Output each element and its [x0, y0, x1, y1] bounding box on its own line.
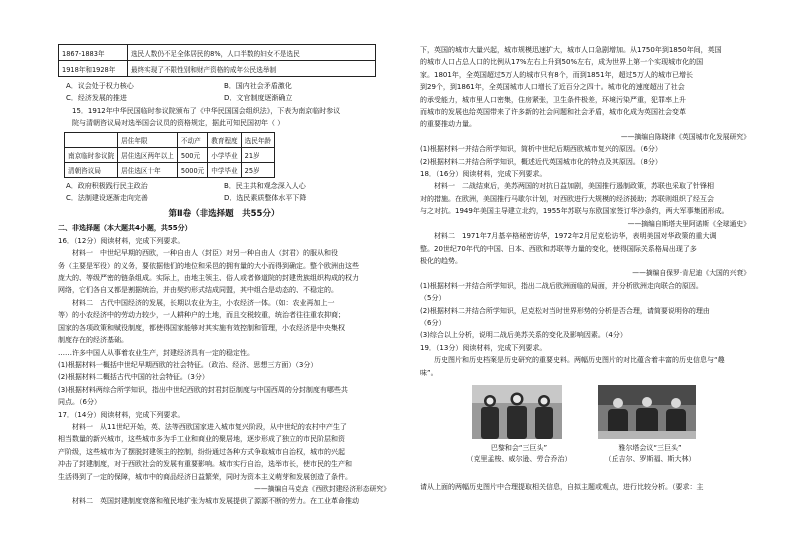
text-line: （6分） [420, 318, 446, 327]
q17-questions [420, 143, 750, 168]
source-citation: ——摘编自保罗·肯尼迪《大国的兴衰》 [632, 269, 750, 278]
text-line: 生活得到了一定的保障，城市中的商品经济日益繁荣，同时为资本主义萌芽和发展创造了条件。 [58, 472, 352, 481]
q15-options [58, 180, 390, 192]
table-header-row [65, 132, 275, 147]
paris-conference-photo [472, 385, 562, 439]
option-d: D．选民素质整体水平下降 [224, 194, 307, 203]
option-b: B．国内社会矛盾激化 [224, 82, 292, 90]
text-line: （5分） [420, 294, 446, 303]
table-cell: 25岁 [241, 162, 274, 177]
text-line: 整。20世纪70年代的中国、日本、西欧和苏联等力量的变化，使得国际关系格局出现了多 [420, 244, 697, 253]
question-prompt: 请从上面的两幅历史图片中合理提取相关信息，自拟主题或观点，进行比较分析。（要求：主 [420, 482, 704, 491]
right-column [420, 44, 750, 493]
text-line: 网络，它们各自又都是割据统治，并由契约形式结成同盟，其中组合是动态的、不稳定的。 [58, 286, 338, 295]
option-c: C．法制建设逐渐走向完善 [66, 194, 148, 203]
table-cell: 1918年和1928年 [59, 61, 128, 77]
table-header: 居住年限 [118, 132, 178, 147]
historical-photos [420, 385, 750, 481]
table-cell: 21岁 [241, 147, 274, 162]
question-15-stem: 15．1912年中华民国临时参议院颁布了《中华民国国会组织法》，下表为南京临时参议 [72, 106, 341, 115]
q14-options [58, 92, 390, 104]
text-line: 等）的小农经济中的劳动力较少，一人耕种户的土地，而且交税较重，统治者往往重农抑商； [58, 311, 345, 320]
text-line: 与之对抗。1949年美国主导建立北约，1955年苏联与东欧国家签订华沙条约，两大军事集团形成。 [420, 207, 729, 216]
text-line: 19．（13分）阅读材料，完成下列要求。 [420, 343, 547, 352]
text-line: 对的措施。在欧洲，美国推行马歇尔计划，对西欧进行大规模的经济援助；苏联则组织了经互会 [420, 194, 714, 203]
table-row [65, 147, 275, 162]
left-column [58, 44, 390, 508]
text-line: 的承受能力，城市里人口密集，住房紧张，卫生条件极差，环境污染严重，犯罪率上升 [420, 95, 686, 104]
text-line: (1)根据材料一概括中世纪早期西欧的社会特征。（政治、经济、思想三方面）（3分） [58, 360, 318, 369]
text-line: 制度存在的经济基础。 [58, 336, 128, 345]
q15-options [58, 192, 390, 204]
source-citation: ——摘编自马克垚《西欧封建经济形态研究》 [254, 484, 390, 493]
text-line: 到29个，到1861年，全英国城市人口增长了近百分之四十。城市化的速度超出了社会 [420, 83, 685, 92]
qualification-table [64, 132, 275, 178]
table-cell: 居住选区两年以上 [118, 147, 178, 162]
table-cell: 最终实现了不限性别和财产资格的成年公民选举制 [128, 61, 376, 77]
option-d: D．文官制度逐渐确立 [224, 94, 293, 103]
text-line: 材料一 中世纪早期的西欧，一种自由人（封臣）对另一种自由人（封君）的服从和役 [72, 249, 338, 258]
table-header: 教育程度 [208, 132, 241, 147]
text-line: 而城市的发展也给英国带来了许多新的社会问题和社会矛盾，城市化成为英国社会变革 [420, 108, 686, 117]
text-line: (3)根据材料两综合所学知识，指出中世纪西欧的封君封臣制度与中国西周的分封制度有哪些共 [58, 385, 348, 394]
table-cell: 小学毕业 [208, 147, 241, 162]
caption-title: 巴黎和会“三巨头” [490, 443, 548, 452]
photo-caption [580, 443, 720, 465]
text-line: 16．（12分）阅读材料，完成下列要求。 [58, 236, 185, 245]
text-line: 同点。（6分） [58, 398, 101, 407]
text-line: 的重要推动力量。 [420, 120, 476, 129]
q18-questions [420, 280, 750, 342]
text-line: (2)根据材料二并结合所学知识，尼克松对当时世界形势的分析是否合理，请简要说明你的理由 [420, 306, 710, 315]
question-15-stem: 院与清朝咨议局对选举国会议员的资格规定，据此可知民国初年（ ） [72, 119, 285, 128]
text-line: 极化的趋势。 [420, 256, 462, 265]
q18-material [420, 168, 750, 218]
option-b: B．民主共和观念深入人心 [224, 181, 306, 190]
text-line: 材料一 二战结束后，美苏两国的对抗日益加剧，美国推行遏制政策，苏联也采取了针锋相 [434, 182, 714, 191]
caption-title: 雅尔塔会议“三巨头” [618, 443, 682, 452]
text-line: (3)综合以上分析，说明二战后美苏关系的变化及影响因素。（4分） [420, 331, 627, 340]
text-line: (1)根据材料一并结合所学知识，简析中世纪后期西欧城市复兴的原因。（6分） [420, 145, 662, 154]
table-header: 选民年龄 [241, 132, 274, 147]
electoral-table [58, 44, 376, 77]
text-line: 相当数量的新兴城市，这些城市多为手工业和商业的聚居地，逐步形成了独立的市民阶层和资 [58, 435, 345, 444]
option-a: A．政府积极践行民主政治 [66, 181, 148, 190]
table-cell: 中学毕业 [208, 162, 241, 177]
text-line: 材料二 1971年7月基辛格秘密访华，1972年2月尼克松访华，表明美国对华政策的重大调 [434, 232, 717, 241]
q19-material [420, 342, 750, 379]
table-header: 不动产 [177, 132, 207, 147]
section-heading: 二、非选择题（本大题共4小题，共55分） [58, 224, 192, 233]
table-row [59, 61, 376, 77]
text-line: 家。1801年，全英国超过5万人的城市只有8个，而到1851年，超过5万人的城市已增长 [420, 70, 693, 79]
text-line: 味”。 [420, 368, 438, 377]
text-line: 冲击了封建制度，对于西欧社会的发展有重要影响。城市实行自治，选举市长，使市民的生产和 [58, 460, 352, 469]
left-body-text [58, 235, 390, 483]
text-line: 产阶级，这些城市为了摆脱封建领主的控制，纷纷通过各种方式争取城市自治权，城市的兴起 [58, 447, 345, 456]
option-c: C．经济发展的推进 [66, 94, 127, 103]
q14-options [58, 80, 390, 92]
text-line: 材料二 古代中国经济的发展，长期以农业为主，小农经济一体。（如：农业再加上一 [72, 298, 335, 307]
text-line: ……许多中国人从事着农业生产，封建经济具有一定的稳定性。 [58, 348, 254, 357]
right-body-text [420, 44, 750, 131]
table-row [65, 162, 275, 177]
caption-names: （丘吉尔、罗斯福、斯大林） [604, 454, 696, 463]
text-line: 务（主要是军役）的义务，要依据他们的地位和采邑的拥有量的大小而得到确定。整个欧洲由这些 [58, 261, 359, 270]
yalta-conference-photo [598, 385, 696, 439]
text-line: 庞大的、等级严密的链条组成。实际上，由地主领主、俗人或者修道院的封建贵族组织构成的权力 [58, 274, 359, 283]
table-header [65, 132, 118, 147]
table-cell: 清朝咨议局 [65, 162, 118, 177]
source-citation: ——摘编自斯塔夫里阿诺斯《全球通史》 [627, 219, 750, 228]
caption-names: （克里孟梭、威尔逊、劳合乔治） [466, 454, 572, 463]
source-citation: ——摘编自陈晓律《英国城市化发展研究》 [620, 132, 750, 141]
text-line: (2)根据材料二概括古代中国的社会特征。（3分） [58, 373, 209, 382]
text-line: 材料一 从11世纪开始，英、法等西欧国家进入城市复兴阶段，从中世纪的农村中产生了 [72, 422, 347, 431]
text-line: (2)根据材料二并结合所学知识，概述近代英国城市化的特点及其原因。（8分） [420, 157, 662, 166]
table-cell: 选民人数仍不足全体居民的8%，人口半数的妇女不是选民 [128, 45, 376, 61]
text-line: 的城市人口占总人口的比例从17%左右上升到50%左右，成为世界上第一个实现城市化的国 [420, 58, 704, 67]
table-cell: 1867-1883年 [59, 45, 128, 61]
table-cell: 南京临时参议院 [65, 147, 118, 162]
table-cell: 5000元 [177, 162, 207, 177]
text-line: 下，英国的城市大量兴起，城市规模迅速扩大，城市人口急剧增加。从1750年到1850年间，英国 [420, 46, 722, 54]
q18-material-two [420, 230, 750, 267]
text-line: 17．（14分）阅读材料，完成下列要求。 [58, 410, 185, 419]
option-a: A．议会处于权力核心 [66, 82, 134, 90]
photo-caption [444, 443, 594, 465]
table-cell: 居住选区十年 [118, 162, 178, 177]
part-two-title: 第Ⅱ卷（非选择题 共55分） [168, 209, 280, 220]
table-cell: 500元 [177, 147, 207, 162]
material-text: 材料二 英国封建制度衰落和殖民地扩张为城市发展提供了源源不断的劳力。在工业革命推动 [72, 497, 359, 506]
text-line: 18．（16分）阅读材料，完成下列要求。 [420, 170, 547, 179]
text-line: 历史图片和历史档案是历史研究的重要史料。两幅历史图片的对比蕴含着丰富的历史信息与“趣 [434, 356, 725, 365]
text-line: 国家的各项政策和赋役制度，都使得国家能够对其实施有效控制和管理，小农经济是中央集权 [58, 323, 345, 332]
text-line: (1)根据材料一并结合所学知识，指出二战后欧洲面临的局面，并分析欧洲走向联合的原因。 [420, 281, 703, 290]
table-row [59, 45, 376, 61]
